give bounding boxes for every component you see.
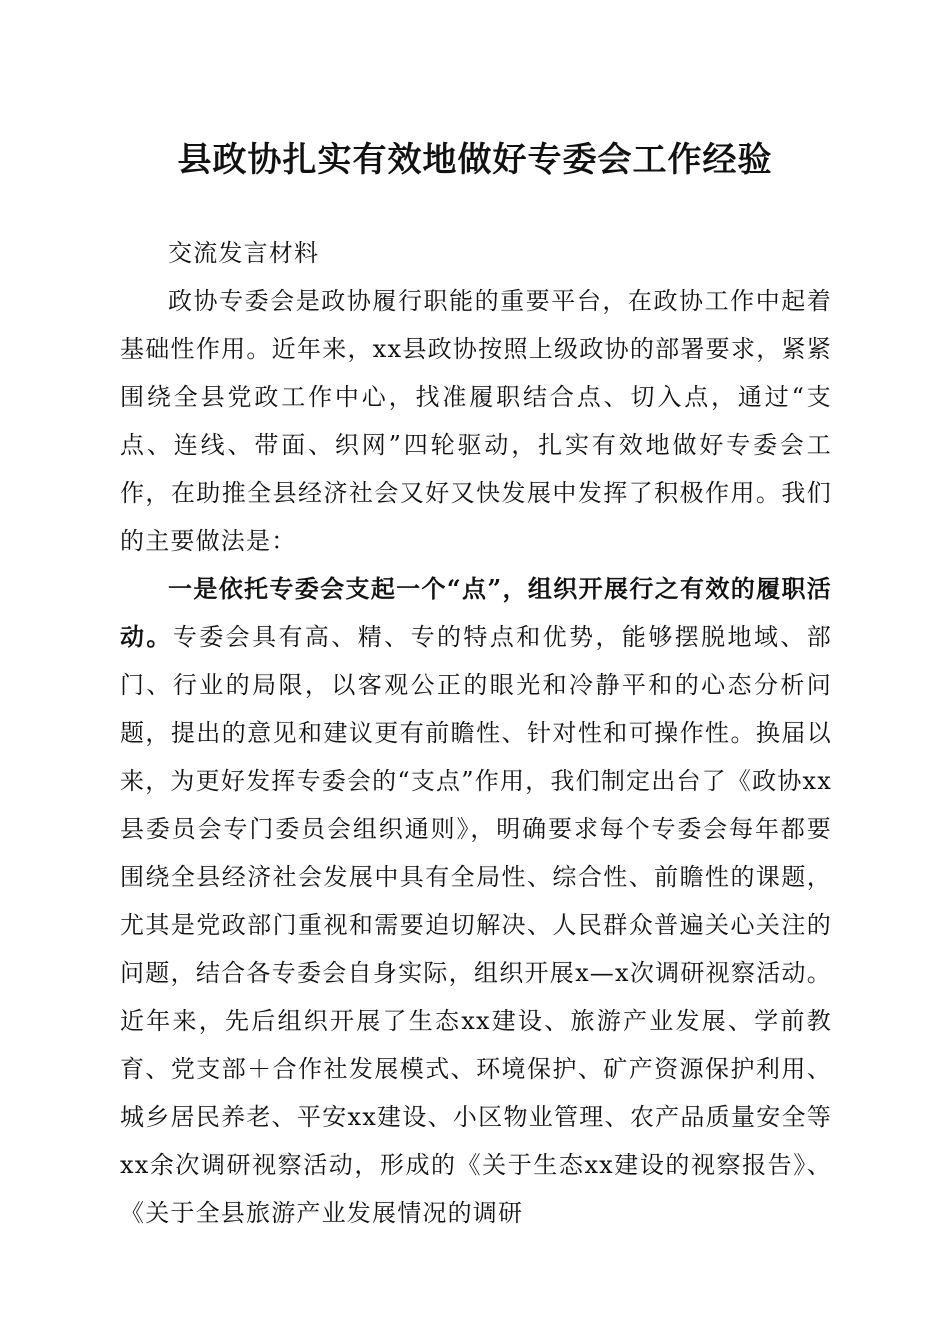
intro-paragraph: 政协专委会是政协履行职能的重要平台，在政协工作中起着基础性作用。近年来，xx县政协按照上级政协的部署要求，紧紧围绕全县党政工作中心，找准履职结合点、切入点，通过“支点、连线、带面、织网”四轮驱动，扎实有效地做好专委会工作，在助推全县经济社会又好又快发展中发挥了积极作用。我们的主要做法是： <box>120 287 832 555</box>
section-1-body: 专委会具有高、精、专的特点和优势，能够摆脱地域、部门、行业的局限，以客观公正的眼光和冷静平和的心态分析问题，提出的意见和建议更有前瞻性、针对性和可操作性。换届以来，为更好发挥专委会的“支点”作用，我们制定出台了《政协xx县委员会专门委员会组织通则》，明确要求每个专委会每年都要围绕全县经济社会发展中具有全局性、综合性、前瞻性的课题，尤其是党政部门重视和需要迫切解决、人民群众普遍关心关注的问题，结合各专委会自身实际，组织开展x—x次调研视察活动。近年来，先后组织开展了生态xx建设、旅游产业发展、学前教育、党支部＋合作社发展模式、环境保护、矿产资源保护利用、城乡居民养老、平安xx建设、小区物业管理、农产品质量安全等xx余次调研视察活动，形成的《关于生态xx建设的视察报告》、《关于全县旅游产业发展情况的调研 <box>120 623 833 1227</box>
document-title: 县政协扎实有效地做好专委会工作经验 <box>177 140 773 180</box>
section-1-paragraph <box>120 565 832 1237</box>
document-body <box>120 229 832 1237</box>
subtitle-paragraph: 交流发言材料 <box>168 239 320 267</box>
section-1-lead: 一是依托专委会支起一个“点”，组织开展行之有效的履职活动。 <box>120 574 832 651</box>
